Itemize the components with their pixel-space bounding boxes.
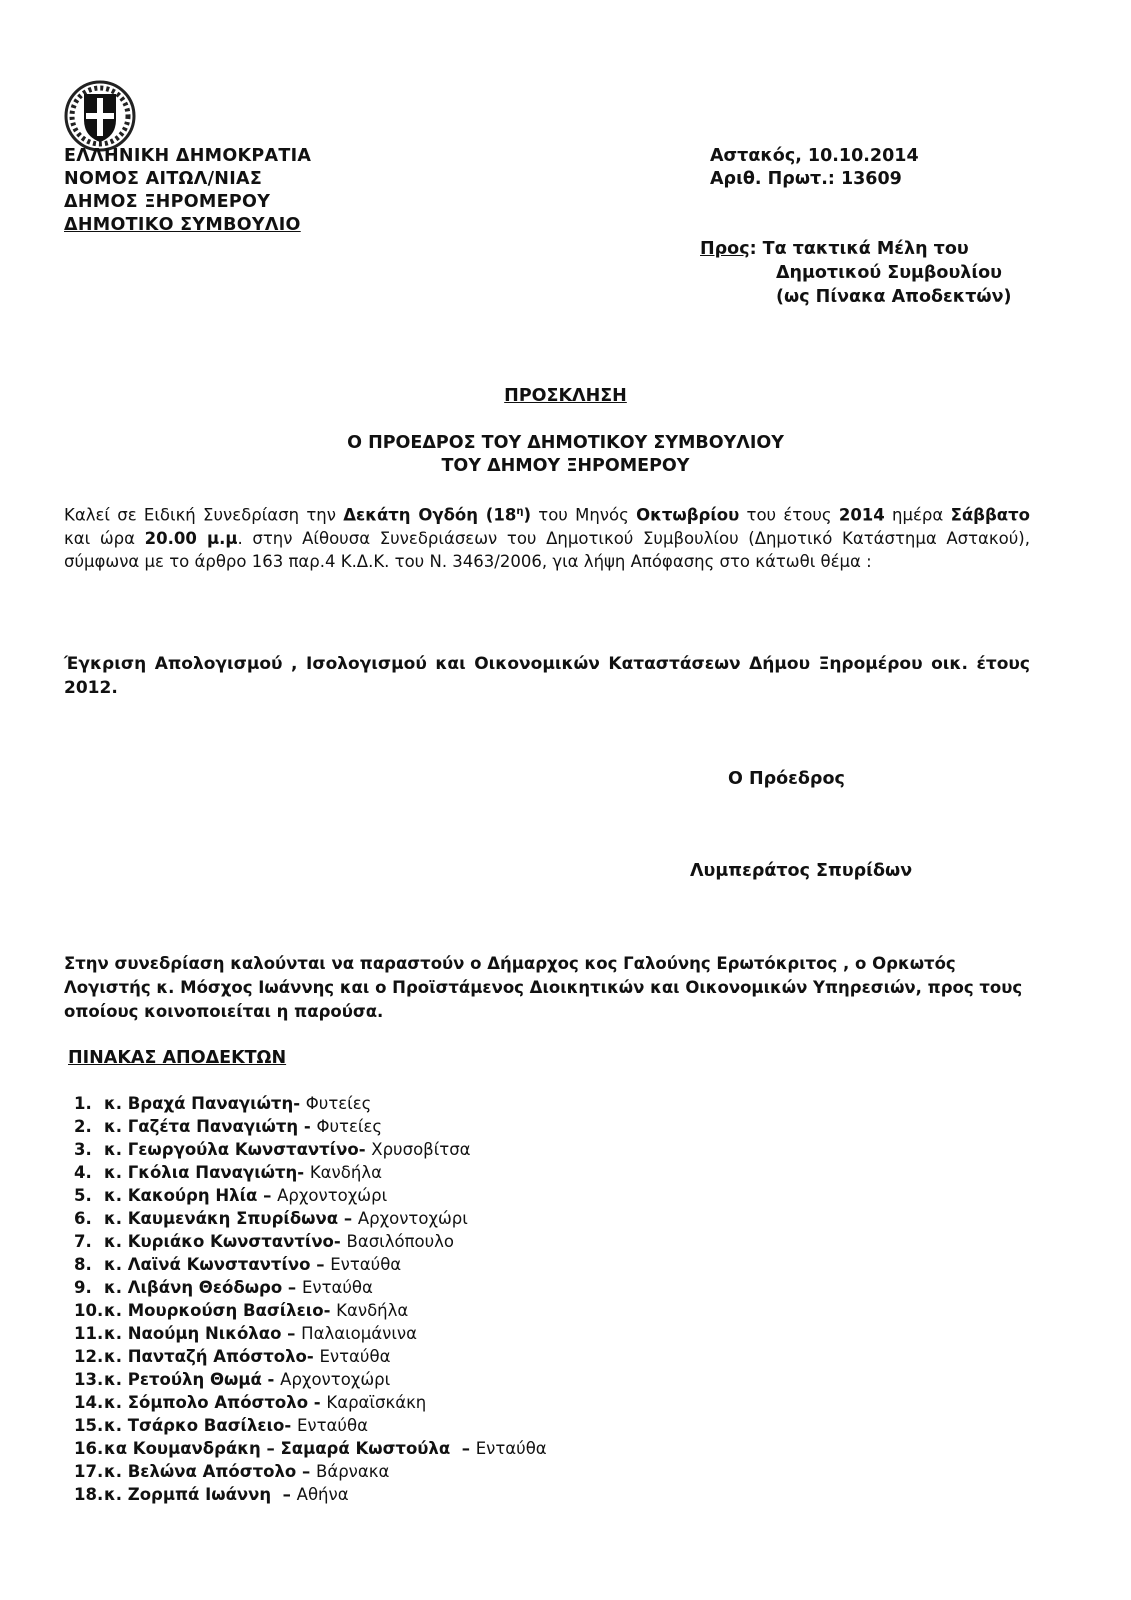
meeting-month: Οκτωβρίου: [636, 505, 740, 525]
recipient-number: 18.: [74, 1485, 104, 1504]
recipient-name: κ. Λαϊνά Κωνσταντίνο: [104, 1255, 311, 1274]
signatory-name: Λυμπεράτος Σπυρίδων: [690, 861, 913, 881]
heading-line: ΤΟΥ ΔΗΜΟΥ ΞΗΡΟΜΕΡΟΥ: [441, 456, 690, 476]
recipient-name: κ. Καυμενάκη Σπυρίδωνα: [104, 1209, 339, 1228]
list-item: [74, 1460, 547, 1483]
recipient-number: 4.: [74, 1163, 92, 1182]
recipient-name: κ. Λιβάνη Θεόδωρο: [104, 1278, 283, 1297]
recipient-place: Κανδήλα: [336, 1301, 409, 1320]
recipient-separator: -: [358, 1140, 372, 1159]
issuer-block: [64, 145, 311, 237]
recipient-number: 17.: [74, 1462, 104, 1481]
recipients-list-title: ΠΙΝΑΚΑΣ ΑΠΟΔΕΚΤΩΝ: [68, 1048, 287, 1068]
recipient-separator: –: [282, 1278, 302, 1297]
issuer-line: ΔΗΜΟΣ ΞΗΡΟΜΕΡΟΥ: [64, 192, 271, 212]
recipient-separator: –: [257, 1186, 278, 1205]
recipient-number: 14.: [74, 1393, 104, 1412]
recipient-separator: -: [308, 1393, 327, 1412]
recipient-separator: -: [297, 1163, 310, 1182]
recipient-name: κ. Κακούρη Ηλία: [104, 1186, 258, 1205]
recipient-place: Αρχοντοχώρι: [280, 1370, 391, 1389]
recipient-number: 1.: [74, 1094, 92, 1113]
list-item: [74, 1483, 547, 1506]
recipient-name: κ. Κυριάκο Κωνσταντίνο: [104, 1232, 334, 1251]
recipient-separator: -: [261, 1370, 281, 1389]
recipient-place: Αρχοντοχώρι: [357, 1209, 468, 1228]
list-item: [74, 1345, 547, 1368]
recipient-separator: –: [310, 1255, 331, 1274]
recipient-separator: -: [333, 1232, 347, 1251]
recipients-list: [74, 1092, 547, 1506]
invitation-paragraph: Καλεί σε Ειδική Συνεδρίαση την Δεκάτη Ογδόη $(18^\eta)$ του Μηνός Οκτωβρίου του έτους 2014 ημέρα Σάββατο και ώρα 20.00 μ.μ. στην Αίθουσα Συνεδριάσεων του Δημοτικού Συμβουλίου (Δημοτικό Κατάστημα Αστακού), σύμφωνα με το άρθρο 163 παρ.4 Κ.Δ.Κ. του Ν. 3463/2006, για λήψη Απόφασης στο κάτωθι θέμα :: [64, 505, 1031, 571]
recipient-separator: -: [323, 1301, 337, 1320]
recipient-number: 11.: [74, 1324, 104, 1343]
list-item: [74, 1437, 547, 1460]
recipient-place: Αθήνα: [296, 1485, 349, 1504]
meeting-year: 2014: [838, 505, 885, 525]
recipient-name: κ. Ρετούλη Θωμά: [104, 1370, 262, 1389]
recipient-number: 5.: [74, 1186, 92, 1205]
list-item: [74, 1207, 547, 1230]
recipient-place: Ενταύθα: [301, 1278, 373, 1297]
recipient-number: 9.: [74, 1278, 92, 1297]
recipient-name: κα Κουμανδράκη – Σαμαρά Κωστούλα: [104, 1439, 451, 1458]
recipient-number: 6.: [74, 1209, 92, 1228]
recipient-separator: –: [281, 1324, 302, 1343]
recipient-name: κ. Βραχά Παναγιώτη: [104, 1094, 294, 1113]
recipient-name: κ. Βελώνα Απόστολο: [104, 1462, 297, 1481]
list-item: [74, 1138, 547, 1161]
place-date: Αστακός, 10.10.2014: [710, 146, 919, 166]
recipient-number: 2.: [74, 1117, 92, 1136]
recipient-place: Χρυσοβίτσα: [371, 1140, 471, 1159]
greek-coat-of-arms-emblem: [64, 80, 136, 152]
meeting-time: 20.00 μ.μ: [144, 528, 238, 548]
recipient-place: Βάρνακα: [316, 1462, 390, 1481]
recipient-place: Αρχοντοχώρι: [277, 1186, 388, 1205]
recipient-name: κ. Τσάρκο Βασίλειο: [104, 1416, 285, 1435]
date-protocol-block: [710, 145, 919, 191]
recipient-name: κ. Γαζέτα Παναγιώτη: [104, 1117, 299, 1136]
recipient-place: Φυτείες: [316, 1117, 383, 1136]
recipient-number: 3.: [74, 1140, 92, 1159]
issuer-line: ΝΟΜΟΣ ΑΙΤΩΛ/ΝΙΑΣ: [64, 169, 263, 189]
issuer-line: ΕΛΛΗΝΙΚΗ ΔΗΜΟΚΡΑΤΙΑ: [64, 146, 312, 166]
recipient-number: 7.: [74, 1232, 92, 1251]
recipient-place: Κανδήλα: [309, 1163, 382, 1182]
recipient-number: 10.: [74, 1301, 104, 1320]
addressee-line: Δημοτικού Συμβουλίου: [776, 263, 1003, 283]
recipient-name: κ. Ζορμπά Ιωάννη: [104, 1485, 272, 1504]
recipient-separator: –: [450, 1439, 476, 1458]
recipient-place: Βασιλόπουλο: [346, 1232, 455, 1251]
recipient-number: 15.: [74, 1416, 104, 1435]
addressee-line: (ως Πίνακα Αποδεκτών): [776, 287, 1012, 307]
addressee-line: : Τα τακτικά Μέλη του: [749, 239, 969, 259]
recipient-place: Παλαιομάνινα: [301, 1324, 418, 1343]
recipient-separator: –: [271, 1485, 297, 1504]
list-item: [74, 1253, 547, 1276]
issuer-line: ΔΗΜΟΤΙΚΟ ΣΥΜΒΟΥΛΙΟ: [64, 215, 301, 235]
list-item: [74, 1322, 547, 1345]
recipient-place: Ενταύθα: [330, 1255, 402, 1274]
recipient-number: 8.: [74, 1255, 92, 1274]
president-heading: [0, 432, 1131, 478]
meeting-day: Δεκάτη Ογδόη (18: [343, 505, 517, 525]
list-item: [74, 1276, 547, 1299]
recipient-number: 13.: [74, 1370, 104, 1389]
recipient-name: κ. Μουρκούση Βασίλειο: [104, 1301, 324, 1320]
list-item: [74, 1092, 547, 1115]
meeting-weekday: Σάββατο: [950, 505, 1031, 525]
recipient-name: κ. Σόμπολο Απόστολο: [104, 1393, 309, 1412]
document-title: ΠΡΟΣΚΛΗΣΗ: [504, 386, 627, 406]
recipient-name: κ. Πανταζή Απόστολο: [104, 1347, 307, 1366]
heading-line: Ο ΠΡΟΕΔΡΟΣ ΤΟΥ ΔΗΜΟΤΙΚΟΥ ΣΥΜΒΟΥΛΙΟΥ: [347, 433, 784, 453]
list-item: [74, 1391, 547, 1414]
recipient-number: 12.: [74, 1347, 104, 1366]
recipient-separator: –: [338, 1209, 358, 1228]
recipient-separator: -: [306, 1347, 320, 1366]
recipient-name: κ. Γκόλια Παναγιώτη: [104, 1163, 298, 1182]
list-item: [74, 1299, 547, 1322]
protocol-number: Αριθ. Πρωτ.: 13609: [710, 169, 902, 189]
recipient-place: Ενταύθα: [475, 1439, 547, 1458]
recipient-separator: -: [284, 1416, 297, 1435]
recipient-place: Ενταύθα: [319, 1347, 391, 1366]
recipient-number: 16.: [74, 1439, 104, 1458]
invited-parties-note: Στην συνεδρίαση καλούνται να παραστούν ο Δήμαρχος κος Γαλούνης Ερωτόκριτος , ο Ορκωτός Λογιστής κ. Μόσχος Ιωάννης και ο Προϊστάμενος Διοικητικών και Οικονομικών Υπηρεσιών, προς τους οποίους κοινοποιείται η παρούσα.: [64, 954, 1023, 1021]
recipient-place: Φυτείες: [305, 1094, 372, 1113]
recipient-separator: -: [293, 1094, 306, 1113]
recipient-separator: –: [296, 1462, 316, 1481]
list-item: [74, 1184, 547, 1207]
recipient-separator: -: [298, 1117, 317, 1136]
addressee-label: Προς: [700, 239, 750, 259]
signatory-role: Ο Πρόεδρος: [728, 769, 845, 789]
list-item: [74, 1368, 547, 1391]
list-item: [74, 1115, 547, 1138]
list-item: [74, 1161, 547, 1184]
recipient-name: κ. Γεωργούλα Κωνσταντίνο: [104, 1140, 359, 1159]
addressee-block: [700, 237, 1012, 309]
recipient-place: Ενταύθα: [296, 1416, 368, 1435]
recipient-name: κ. Ναούμη Νικόλαο: [104, 1324, 282, 1343]
meeting-subject: Έγκριση Απολογισμού , Ισολογισμού και Οικονομικών Καταστάσεων Δήμου Ξηρομέρου οικ. έτους 2012.: [64, 654, 1030, 698]
list-item: [74, 1414, 547, 1437]
list-item: [74, 1230, 547, 1253]
recipient-place: Καραϊσκάκη: [326, 1393, 427, 1412]
